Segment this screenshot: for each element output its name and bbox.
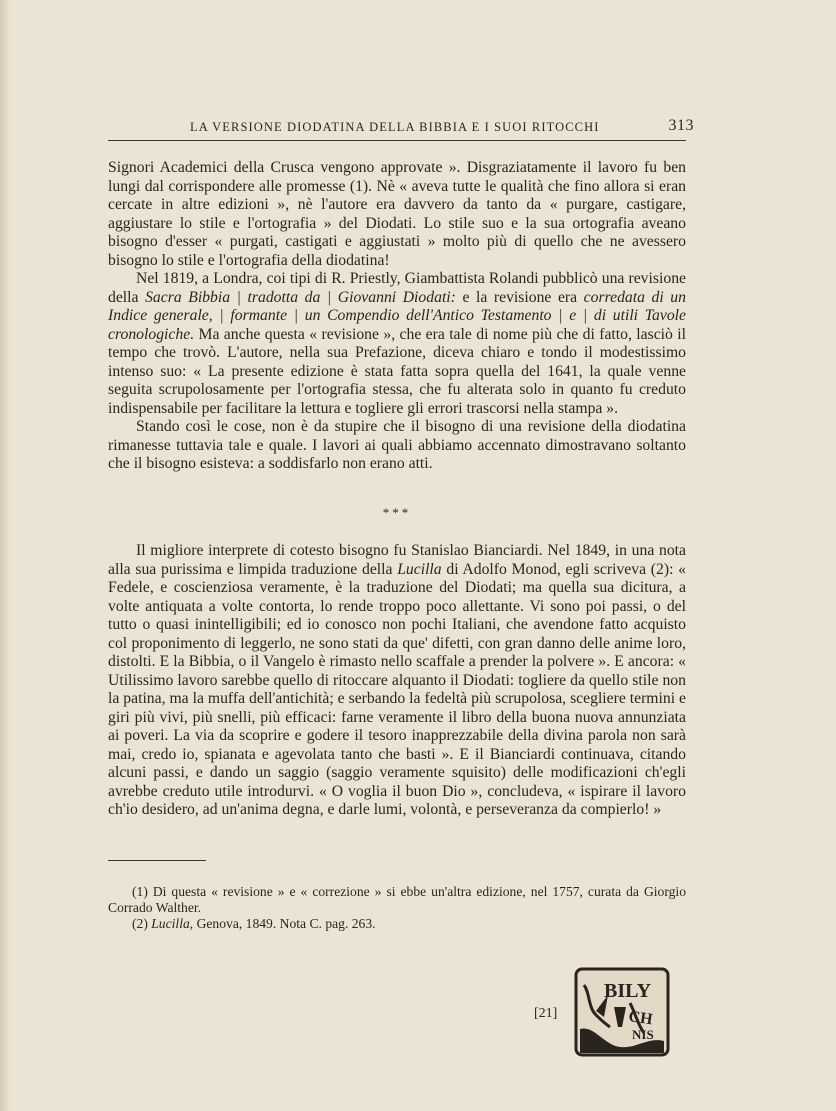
footnote-rule xyxy=(108,860,206,861)
header-rule xyxy=(108,140,686,141)
paragraph-text: Signori Academici della Crusca vengono approvate ». Disgraziatamente il lavoro fu ben lungi dal corrispondere alle promesse (1). Nè « aveva tutte le qualità che fino allora si eran cercate in altre edizioni », nè l'autore era davvero da tanto da « purgare, castigare, aggiustare lo stile e l'ortografia » del Diodati. Lo stile suo e la sua ortografia aveano bisogno d'esser « purgati, castigati e aggiustati » molto più di quello che ne avessero bisogno lo stile e l'ortografia della diodatina! xyxy=(108,159,686,269)
footnote-text: , Genova, 1849. Nota C. pag. 263. xyxy=(189,916,376,931)
paragraph-text: Nel 1819, a Londra, coi tipi di R. Priestly, Giambattista Rolandi pubblicò una revisione della xyxy=(108,270,686,306)
svg-text:BILY: BILY xyxy=(604,980,652,1002)
italic-title: corredata di un Indice generale, | formante | un Compendio dell'Antico Testamento | e | di utili Tavole cronologiche. xyxy=(108,288,686,343)
svg-text:CH: CH xyxy=(627,1008,654,1029)
footnote-number: (2) xyxy=(132,916,152,931)
footnotes xyxy=(108,884,686,932)
body-text-block-2 xyxy=(108,542,686,820)
italic-title: Lucilla xyxy=(151,916,190,931)
footnote-1: (1) Di questa « revisione » e « correzione » si ebbe un'altra edizione, nel 1757, curata da Giorgio Corrado Walther. xyxy=(108,884,686,915)
page-number: 313 xyxy=(668,117,694,134)
paragraph xyxy=(108,159,686,270)
paragraph-text: e la revisione era xyxy=(455,288,584,306)
stamp-logo-icon xyxy=(574,967,670,1057)
paragraph xyxy=(108,270,686,418)
paragraph-text: Stando così le cose, non è da stupire che il bisogno di una revisione della diodatina rimanesse tuttavia tale e quale. I lavori ai quali abbiamo accennato dimostravano soltanto che il bisogno esisteva: a soddisfarlo non erano atti. xyxy=(108,418,686,472)
signature-mark: [21] xyxy=(534,1006,558,1021)
italic-title: Sacra Bibbia | tradotta da | Giovanni Diodati: xyxy=(145,288,456,306)
section-break-asterism: *** xyxy=(382,505,412,520)
paragraph-text: Ma anche questa « revisione », che era tale di nome più che di fatto, lasciò il tempo che trovò. L'autore, nella sua Prefazione, diceva chiaro e tondo il modestissimo intenso suo: « La presente edizione è stata fatta sopra quella del 1641, la quale venne seguita scrupolosamente per l'ortografia stessa, che fu alterata solo in quanto fu creduto indispensabile per facilitare la lettura e togliere gli errori trascorsi nella stampa ». xyxy=(108,325,686,417)
bilychnis-stamp xyxy=(574,967,670,1057)
page-edge xyxy=(0,0,10,1111)
paragraph-text: di Adolfo Monod, egli scriveva (2): « Fedele, e coscienziosa veramente, è la traduzione del Diodati; ma quella sua dicitura, a volte antiquata a volte contorta, lo rende troppo poco allettante. Vi sono poi passi, o del tutto o quasi inintelligibili; ed io conosco non pochi Italiani, che avendone fatto acquisto col proponimento di leggerlo, ne sono stati da que' difetti, con gran danno delle anime loro, distolti. E la Bibbia, o il Vangelo è rimasto nello scaffale a prender la polvere ». E ancora: « Utilissimo lavoro sarebbe quello di ritoccare alquanto il Diodati: togliere da quello stile non la patina, ma la muffa dell'antichità; e serbando la fedeltà più scrupolosa, scegliere termini e giri più vivi, più snelli, più efficaci: farne veramente il libro della buona nuova annunziata ai poveri. La via da scoprire e godere il tesoro inapprezzabile della divina parola non sarà mai, credo io, spianata e agevolata tanto che basti ». E il Bianciardi continuava, citando alcuni passi, e dando un saggio (saggio veramente squisito) delle modificazioni ch'egli avrebbe creduto utile introdurvi. « O voglia il buon Dio », concludeva, « ispirare il lavoro ch'io desidero, ad un'anima degna, e darle lumi, volontà, e perseveranza da compierlo! » xyxy=(108,560,686,818)
page-header xyxy=(108,116,698,140)
svg-text:NIS: NIS xyxy=(632,1027,654,1042)
running-head: LA VERSIONE DIODATINA DELLA BIBBIA E I SUOI RITOCCHI xyxy=(190,120,600,134)
paragraph-text: Il migliore interprete di cotesto bisogno fu Stanislao Bianciardi. Nel 1849, in una nota alla sua purissima e limpida traduzione della xyxy=(108,542,686,578)
footnote-2 xyxy=(108,916,686,932)
italic-title: Lucilla xyxy=(397,560,442,578)
body-text-block-1 xyxy=(108,159,686,474)
paragraph xyxy=(108,418,686,474)
paragraph xyxy=(108,542,686,820)
